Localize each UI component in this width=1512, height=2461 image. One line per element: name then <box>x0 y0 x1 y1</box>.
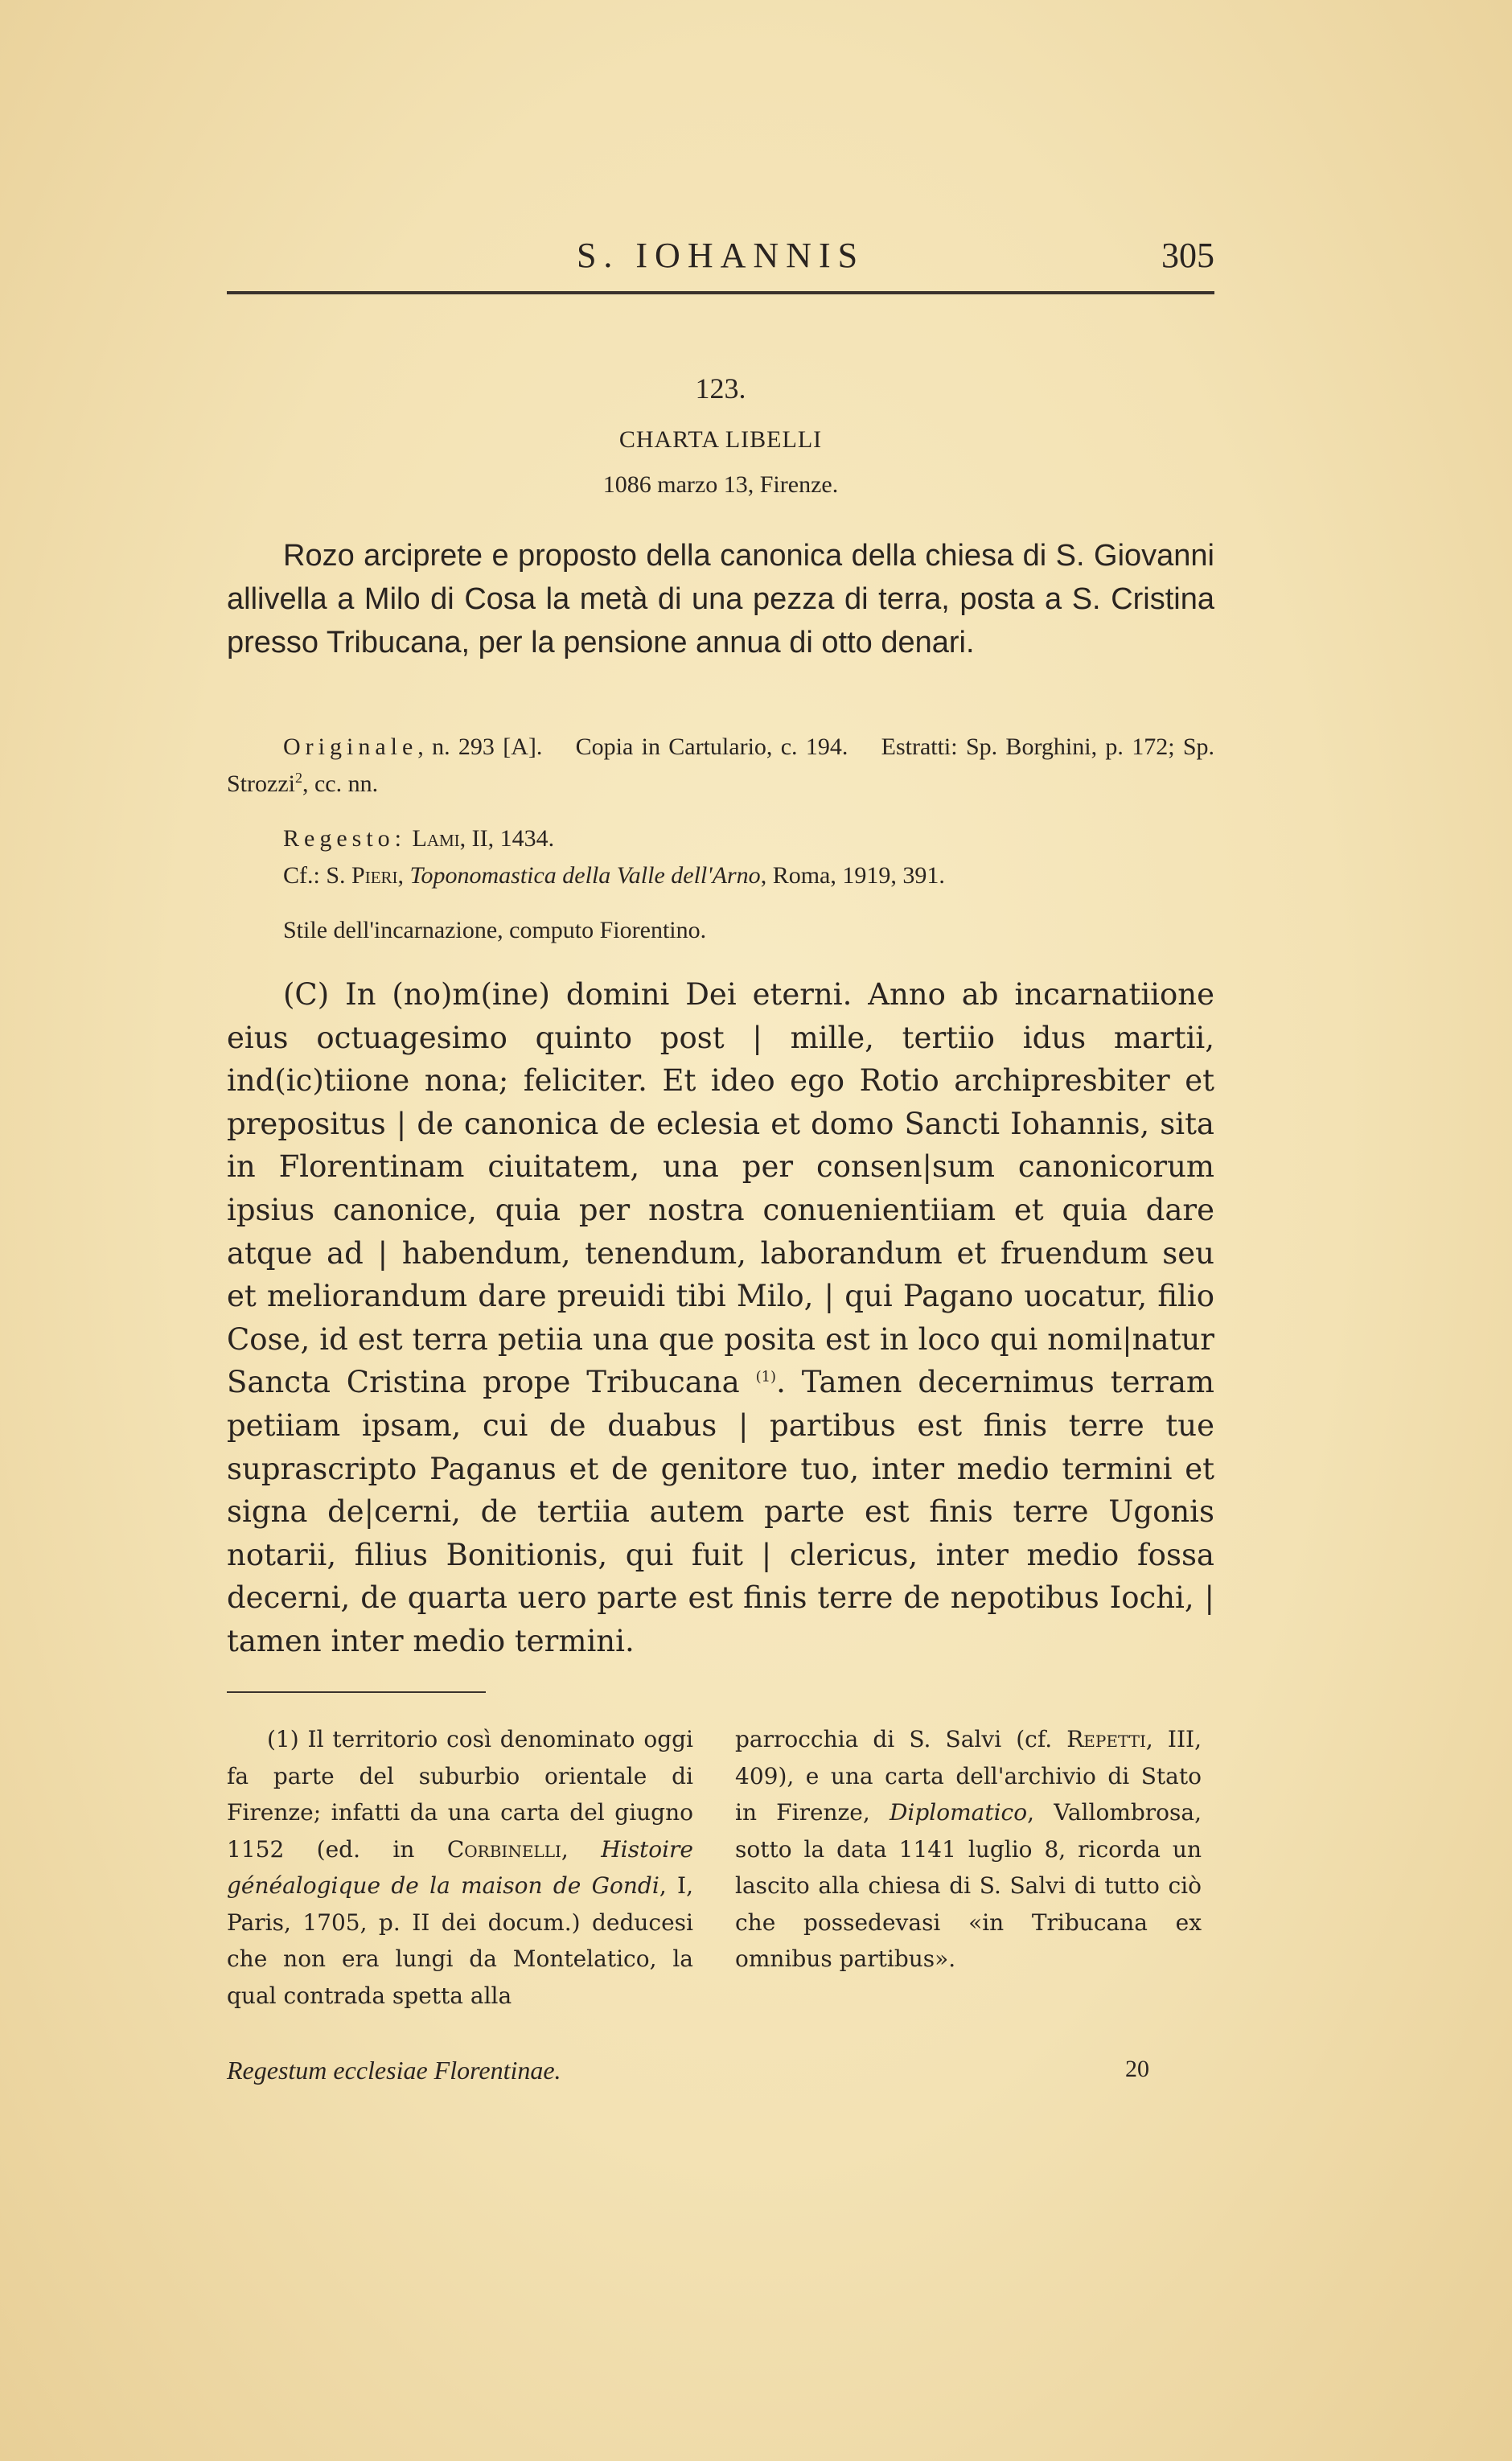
tradition-note <box>227 729 1214 803</box>
page-footer <box>227 2056 1214 2096</box>
footnote-cont-c: , Vallombrosa, sotto la data 1141 luglio 8, ricorda un lascito alla chiesa di S. Salvi di tutto ciò che possedevasi «in Tribucana ex omnibus partibus». <box>735 1799 1202 1972</box>
extracts-ref: Sp. Borghini, p. 172; Sp. Strozzi <box>227 733 1215 797</box>
original-ref: , n. 293 [A]. <box>417 733 543 760</box>
critical-apparatus <box>227 729 1214 949</box>
document-type: CHARTA LIBELLI <box>618 426 823 453</box>
summary-regest <box>227 534 1214 664</box>
footer-title: Regestum ecclesiae Florentinae. <box>227 2056 561 2085</box>
edition-paragraph <box>227 973 1214 1663</box>
footnote-cont-title: Diplomatico <box>889 1799 1028 1826</box>
regesto-note <box>227 820 1214 857</box>
summary-text: Rozo arciprete e proposto della canonica della chiesa di S. Giovanni allivella a Milo di Cosa la metà di una pezza di terra, posta a S. Cristina presso Tribucana, per la pensione annua di otto denari. <box>227 539 1214 659</box>
page-number: 305 <box>1161 236 1214 275</box>
footnote-text-a: Il territorio così denominato oggi fa parte del suburbio orientale di Firenze; infatti da una carta del giugno 1152 (ed. in <box>227 1726 693 1863</box>
cf-title: Toponomastica della Valle dell'Arno <box>409 862 761 889</box>
document-number: 123. <box>695 372 746 405</box>
regesto-author: Lami <box>412 825 460 852</box>
edition-text-a: (C) In (no)m(ine) domini Dei eterni. Anno ab incarnatiione eius octuagesimo quinto post | mille, tertiio idus martii, ind(ic)tiione nona; feliciter. Et ideo ego Rotio archipresbiter et prepositus | de canonica de eclesia et domo Sancti Iohannis, sita in Florentinam ciuitatem, una per consen|sum canonicorum ipsius canonice, quia per nostra conuenientiiam et quia dare atque ad | habendum, tenendum, laborandum et fruendum seu et meliorandum dare preuidi tibi Milo, | qui Pagano uocatur, filio Cose, id est terra petiia una que posita est in loco qui nomi|natur Sancta Cristina prope Tribucana <box>227 977 1214 1400</box>
copy-ref: Copia in Cartulario, c. 194. <box>575 733 848 760</box>
footnote-text-b: , I, Paris, 1705, p. II dei docum.) deducesi che non era lungi da Montelatico, la qual contrada spetta alla <box>227 1872 694 2009</box>
cf-prefix: Cf.: S. <box>283 862 352 889</box>
style-note: Stile dell'incarnazione, computo Fiorentino. <box>283 917 707 943</box>
signature-mark: 20 <box>1125 2056 1149 2082</box>
extracts-sup: 2 <box>294 770 302 786</box>
original-label: Originale <box>283 733 418 760</box>
edition-text-b: . Tamen decernimus terram petiiam ipsam, cui de duabus | partibus est finis terre tue suprascripto Paganus et de genitore tuo, inter medio termini et signa de|cerni, de tertiia autem parte est finis terre Ugonis notarii, filius Bonitionis, qui fuit | clericus, inter medio fossa decerni, de quarta uero parte est finis terre de nepotibus Iochi, | tamen inter medio termini. <box>227 1365 1214 1658</box>
regesto-label: Regesto: <box>283 825 406 852</box>
footnote-cont-author: Repetti <box>1066 1726 1146 1752</box>
header-rule <box>227 291 1214 294</box>
running-head-title: S. IOHANNIS <box>576 236 865 275</box>
cf-note <box>227 857 1214 894</box>
running-head <box>227 235 1214 283</box>
extracts-end: , cc. nn. <box>302 770 379 797</box>
footnote-sep: , <box>561 1835 602 1863</box>
footnote-cont-b: , III, 409), e una carta dell'archivio di Stato in Firenze, <box>735 1726 1202 1826</box>
extracts-label: Estratti: <box>881 733 958 760</box>
footnote-cont-a: parrocchia di S. Salvi (cf. <box>735 1726 1067 1752</box>
footnote-1-cont <box>735 1721 1202 1978</box>
footnote-marker: (1) <box>267 1726 299 1752</box>
footnote-ref[interactable]: (1) <box>755 1369 777 1387</box>
footnote-title: Histoire généalogique de la maison de Gondi <box>227 1835 693 1899</box>
footnote-column-left <box>227 1721 693 2014</box>
footnote-author: Corbinelli <box>446 1835 561 1863</box>
regesto-ref: , II, 1434. <box>459 825 555 852</box>
edition-text <box>227 973 1214 1663</box>
footnote-column-right <box>735 1721 1202 1978</box>
cf-author: Pieri <box>351 862 398 889</box>
cf-ref: , Roma, 1919, 391. <box>760 862 945 889</box>
document-date-place: 1086 marzo 13, Firenze. <box>602 471 839 498</box>
cf-sep: , <box>397 862 410 889</box>
footnote-rule <box>227 1691 486 1693</box>
footnote-1 <box>227 1721 693 2014</box>
